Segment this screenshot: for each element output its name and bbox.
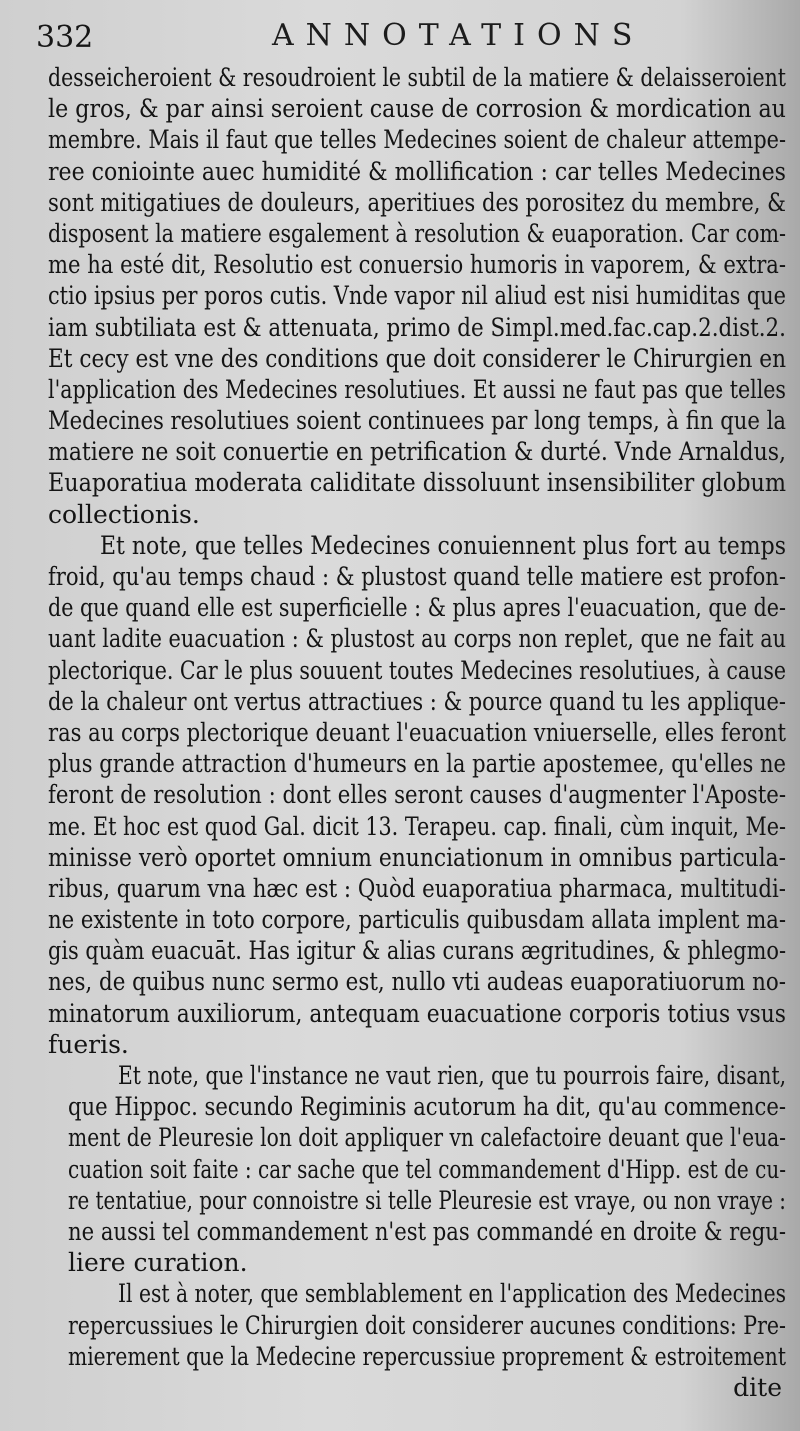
text-line: matiere ne soit conuertie en petrification & durté. Vnde Arnaldus, <box>48 437 786 467</box>
text-line: feront de resolution : dont elles seront causes d'augmenter l'Aposte- <box>48 780 787 810</box>
text-line: me. Et hoc est quod Gal. dicit 13. Terapeu. cap. finali, cùm inquit, Me- <box>48 811 787 841</box>
text-line: minatorum auxiliorum, antequam euacuatione corporis totius vsus <box>48 998 786 1028</box>
text-line: cuation soit faite : car sache que tel commandement d'Hipp. est de cu- <box>68 1154 786 1184</box>
text-line: uant ladite euacuation : & plustost au corps non replet, que ne fait au <box>48 624 787 654</box>
text-line: plus grande attraction d'humeurs en la partie apostemee, qu'elles ne <box>48 749 786 779</box>
text-line: me ha esté dit, Resolutio est conuersio humoris in vaporem, & extra- <box>48 250 787 280</box>
text-line: nes, de quibus nunc sermo est, nullo vti audeas euaporatiuorum no- <box>48 967 787 997</box>
page-number: 332 <box>36 20 94 55</box>
running-head: ANNOTATIONS <box>272 18 645 53</box>
text-line: repercussiues le Chirurgien doit considerer aucunes conditions: Pre- <box>68 1310 787 1340</box>
text-line: plectorique. Car le plus souuent toutes Medecines resolutiues, à cause <box>48 655 787 685</box>
text-line: ree coniointe auec humidité & mollification : car telles Medecines <box>48 156 786 186</box>
text-line: collectionis. <box>48 499 200 529</box>
text-line: ment de Pleuresie lon doit appliquer vn calefactoire deuant que l'eua- <box>68 1123 787 1153</box>
text-line: minisse verò oportet omnium enunciationum in omnibus particula- <box>48 842 787 872</box>
paragraph-start-line: Il est à noter, que semblablement en l'application des Medecines <box>118 1279 787 1309</box>
text-line: ras au corps plectorique deuant l'euacuation vniuerselle, elles feront <box>48 717 786 747</box>
body-text <box>48 62 788 1403</box>
text-line: le gros, & par ainsi seroient cause de corrosion & mordication au <box>48 94 786 124</box>
text-line: desseicheroient & resoudroient le subtil de la matiere & delaisseroient <box>48 63 786 92</box>
text-line: Medecines resolutiues soient continuees par long temps, à fin que la <box>48 406 786 436</box>
text-line: ctio ipsius per poros cutis. Vnde vapor nil aliud est nisi humiditas que <box>48 281 786 311</box>
text-line: de que quand elle est superficielle : & plus apres l'euacuation, que de- <box>48 593 786 623</box>
text-line: de la chaleur ont vertus attractiues : & pource quand tu les applique- <box>48 686 786 716</box>
text-line: membre. Mais il faut que telles Medecines soient de chaleur attempe- <box>48 125 786 155</box>
text-line: sont mitigatiues de douleurs, aperitiues des porositez du membre, & <box>48 187 786 217</box>
text-line: Et cecy est vne des conditions que doit considerer le Chirurgien en <box>48 343 787 373</box>
text-line: liere curation. <box>68 1248 248 1278</box>
page-header <box>22 18 792 62</box>
text-line: gis quàm euacuāt. Has igitur & alias curans ægritudines, & phlegmo- <box>48 936 787 966</box>
text-line: ne aussi tel commandement n'est pas commandé en droite & regu- <box>68 1216 787 1246</box>
paragraph-start-line: Et note, que l'instance ne vaut rien, que tu pourrois faire, disant, <box>118 1061 787 1090</box>
text-line: re tentatiue, pour connoistre si telle Pleuresie est vraye, ou non vraye : <box>68 1185 786 1215</box>
text-line: ribus, quarum vna hæc est : Quòd euaporatiua pharmaca, multitudi- <box>48 873 787 903</box>
text-line: ne existente in toto corpore, particulis quibusdam allata implent ma- <box>48 905 787 935</box>
text-line: mierement que la Medecine repercussiue proprement & estroitement <box>68 1341 786 1371</box>
text-line: iam subtiliata est & attenuata, primo de Simpl.med.fac.cap.2.dist.2. <box>48 312 786 342</box>
text-line: fueris. <box>48 1029 129 1059</box>
text-line: disposent la matiere esgalement à resolution & euaporation. Car com- <box>48 218 787 248</box>
text-line: froid, qu'au temps chaud : & plustost quand telle matiere est profon- <box>48 562 787 591</box>
text-line: que Hippoc. secundo Regiminis acutorum ha dit, qu'au commence- <box>68 1092 786 1122</box>
text-line: dite <box>733 1372 782 1402</box>
paragraph-start-line: Et note, que telles Medecines conuiennent plus fort au temps <box>100 530 786 560</box>
text-line: Euaporatiua moderata caliditate dissoluunt insensibiliter globum <box>48 468 786 498</box>
text-line: l'application des Medecines resolutiues. Et aussi ne faut pas que telles <box>48 374 786 404</box>
